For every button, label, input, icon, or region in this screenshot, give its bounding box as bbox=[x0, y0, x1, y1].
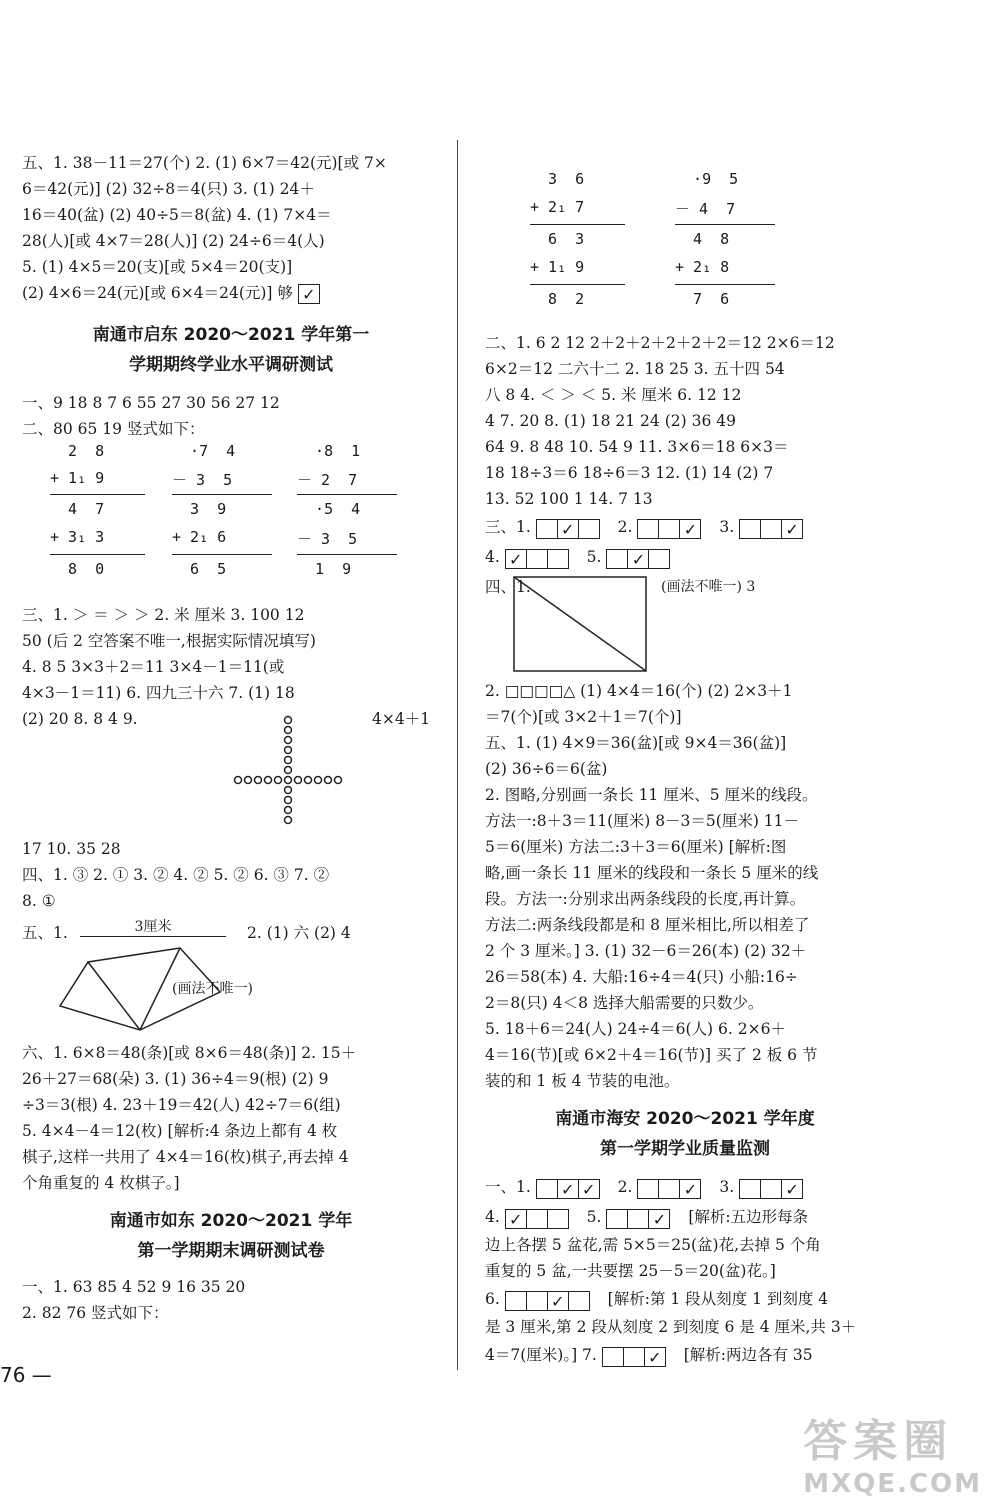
question-label: 5. bbox=[586, 1208, 602, 1226]
checkbox-group bbox=[637, 1173, 700, 1203]
check-box bbox=[505, 1291, 527, 1311]
text-line: 2 个 3 厘米。] 3. (1) 32－6＝26(本) (2) 32＋ bbox=[485, 942, 807, 960]
check-box-checked: ✓ bbox=[547, 1291, 569, 1311]
question-label: 三、1. bbox=[485, 518, 531, 536]
question-label: 3. bbox=[719, 1178, 735, 1196]
cross-figure-area bbox=[22, 706, 440, 836]
pentagon-drawing bbox=[50, 944, 290, 1036]
text-line: 四、1. ③ 2. ① 3. ② 4. ② 5. ② 6. ③ 7. ② bbox=[22, 866, 330, 884]
arith-row: 4 8 bbox=[675, 230, 730, 248]
checkbox-group bbox=[606, 1203, 669, 1233]
check-box bbox=[606, 549, 628, 569]
rectangle-with-diagonal bbox=[513, 576, 649, 674]
text-line: 5＝6(厘米) 方法二:3＋3＝6(厘米) [解析:图 bbox=[485, 838, 787, 856]
arith-row: + 2₁ 7 bbox=[530, 198, 585, 216]
watermark-text: 答案圈 bbox=[803, 1416, 954, 1467]
vertical-arithmetic bbox=[530, 170, 660, 330]
text-line: 6＝42(元)] (2) 32÷8＝4(只) 3. (1) 24＋ bbox=[22, 180, 315, 198]
text-fragment: [解析:五边形每条 bbox=[688, 1208, 809, 1226]
column-divider bbox=[457, 140, 458, 1370]
arith-row: ·9 5 bbox=[675, 170, 739, 188]
checkbox-group bbox=[505, 1285, 589, 1315]
check-box-checked: ✓ bbox=[505, 1209, 527, 1229]
question-label: 一、1. bbox=[485, 1178, 531, 1196]
check-box bbox=[760, 1179, 782, 1199]
check-box bbox=[739, 1179, 761, 1199]
text-line: 16＝40(盆) (2) 40÷5＝8(盆) 4. (1) 7×4＝ bbox=[22, 206, 332, 224]
question-label: 2. bbox=[617, 1178, 633, 1196]
check-box bbox=[648, 549, 670, 569]
text-line: 2. (1) 六 (2) 4 bbox=[247, 924, 351, 942]
section-heading: 南通市海安 2020～2021 学年度 bbox=[555, 1109, 815, 1129]
vertical-arithmetic bbox=[675, 170, 805, 330]
text-line: 略,画一条长 11 厘米的线段和一条长 5 厘米的线 bbox=[485, 864, 819, 882]
vertical-arithmetic bbox=[172, 442, 297, 602]
text-line: 段。方法一:分别求出两条线段的长度,再计算。 bbox=[485, 890, 806, 908]
arith-row: － 2 7 bbox=[297, 471, 358, 489]
arith-row: 3 9 bbox=[172, 500, 227, 518]
watermark-url: MXQE.COM bbox=[803, 1469, 982, 1499]
check-box bbox=[623, 1347, 645, 1367]
arith-rule bbox=[50, 494, 145, 495]
section-heading: 南通市如东 2020～2021 学年 bbox=[109, 1211, 353, 1231]
text-line: 5. 4×4－4＝12(枚) [解析:4 条边上都有 4 枚 bbox=[22, 1122, 338, 1140]
checkbox-answers-row bbox=[485, 1284, 885, 1314]
arith-row: 3 6 bbox=[530, 170, 585, 188]
arith-row: + 1₁ 9 bbox=[50, 469, 105, 487]
text-line: 重复的 5 盆,一共要摆 25－5＝20(盆)花。] bbox=[485, 1262, 776, 1280]
check-box-checked: ✓ bbox=[648, 1209, 670, 1229]
text-line: 方法二:两条线段都是和 8 厘米相比,所以相差了 bbox=[485, 916, 810, 934]
text-line: 50 (后 2 空答案不唯一,根据实际情况填写) bbox=[22, 632, 316, 650]
checkbox-answers-row bbox=[485, 512, 885, 542]
text-line: 二、1. 6 2 12 2＋2＋2＋2＋2＋2＝12 2×6＝12 bbox=[485, 334, 835, 352]
page-number: 76 — bbox=[0, 1363, 52, 1387]
text-line: (2) 36÷6＝6(盆) bbox=[485, 760, 608, 778]
check-box bbox=[637, 1179, 659, 1199]
check-box-checked: ✓ bbox=[578, 1179, 600, 1199]
text-line: 一、1. 63 85 4 52 9 16 35 20 bbox=[22, 1278, 246, 1296]
text-line: ＝7(个)[或 3×2＋1＝7(个)] bbox=[485, 708, 682, 726]
check-box bbox=[658, 519, 680, 539]
text-line: 二、80 65 19 竖式如下： bbox=[22, 420, 205, 438]
text-line: 2. 图略,分别画一条长 11 厘米、5 厘米的线段。 bbox=[485, 786, 818, 804]
checkbox-group bbox=[739, 1173, 802, 1203]
checkbox-group bbox=[505, 1203, 568, 1233]
section-heading: 第一学期学业质量监测 bbox=[600, 1139, 770, 1159]
text-line: 2. □□□□△ (1) 4×4＝16(个) (2) 2×3＋1 bbox=[485, 682, 793, 700]
text-line: 13. 52 100 1 14. 7 13 bbox=[485, 490, 653, 508]
check-box bbox=[536, 1179, 558, 1199]
check-box bbox=[536, 519, 558, 539]
question-label: 4. bbox=[485, 1208, 500, 1226]
text-line: 5. (1) 4×5＝20(支)[或 5×4＝20(支)] bbox=[22, 258, 293, 276]
arith-row: 4 7 bbox=[50, 500, 105, 518]
vertical-arithmetic bbox=[50, 442, 175, 602]
text-fragment: [解析:第 1 段从刻度 1 到刻度 4 bbox=[607, 1290, 829, 1308]
check-box-checked: ✓ bbox=[679, 1179, 701, 1199]
arith-row: + 2₁ 6 bbox=[172, 528, 227, 546]
draw-note: (画法不唯一) bbox=[172, 981, 253, 997]
arith-row: 1 9 bbox=[297, 560, 352, 578]
check-box bbox=[526, 1291, 548, 1311]
arith-rule bbox=[530, 284, 625, 285]
right-column bbox=[485, 150, 885, 1370]
text-line: 2＝8(只) 4＜8 选择大船需要的只数少。 bbox=[485, 994, 764, 1012]
draw-note: (画法不唯一) 3 bbox=[661, 579, 756, 595]
checkbox-answers-row bbox=[485, 1172, 885, 1202]
text-line: 方法一:8＋3＝11(厘米) 8－3＝5(厘米) 11－ bbox=[485, 812, 800, 830]
arith-row: + 2₁ 8 bbox=[675, 258, 730, 276]
arith-rule bbox=[675, 284, 775, 285]
check-box bbox=[627, 1209, 649, 1229]
circle-cross-figure bbox=[232, 714, 362, 834]
checkbox-group bbox=[739, 513, 802, 543]
left-column bbox=[22, 150, 440, 1326]
check-box bbox=[637, 519, 659, 539]
check-box bbox=[526, 549, 548, 569]
vertical-arithmetic-group bbox=[22, 442, 440, 602]
check-box bbox=[578, 519, 600, 539]
arith-rule bbox=[297, 554, 397, 555]
check-box-checked: ✓ bbox=[557, 1179, 579, 1199]
arith-rule bbox=[50, 554, 145, 555]
check-box-checked: ✓ bbox=[557, 519, 579, 539]
arith-rule bbox=[172, 494, 272, 495]
text-line: 4. 8 5 3×3＋2＝11 3×4－1＝11(或 bbox=[22, 658, 285, 676]
checkbox-answers-row bbox=[485, 542, 885, 572]
text-line: 17 10. 35 28 bbox=[22, 840, 121, 858]
check-box bbox=[739, 519, 761, 539]
arith-row: 2 8 bbox=[50, 442, 105, 460]
arith-row: 8 2 bbox=[530, 290, 585, 308]
text-line: 五、1. (1) 4×9＝36(盆)[或 9×4＝36(盆)] bbox=[485, 734, 787, 752]
checkbox-group bbox=[536, 1173, 599, 1203]
text-line: 4 7. 20 8. (1) 18 21 24 (2) 36 49 bbox=[485, 412, 736, 430]
arith-rule bbox=[297, 494, 397, 495]
drawing-answers bbox=[22, 920, 440, 1040]
text-line: (2) 20 8. 8 4 9. bbox=[22, 710, 138, 728]
text-line: 五、1. bbox=[22, 924, 68, 942]
text-line: 六、1. 6×8＝48(条)[或 8×6＝48(条)] 2. 15＋ bbox=[22, 1044, 357, 1062]
checkbox-group bbox=[505, 543, 568, 573]
text-line: 个角重复的 4 枚棋子。] bbox=[22, 1174, 180, 1192]
check-box bbox=[658, 1179, 680, 1199]
check-box-checked: ✓ bbox=[679, 519, 701, 539]
text-line: 5. 18＋6＝24(人) 24÷4＝6(人) 6. 2×6＋ bbox=[485, 1020, 786, 1038]
text-line: ÷3＝3(根) 4. 23＋19＝42(人) 42÷7＝6(组) bbox=[22, 1096, 341, 1114]
checkbox-answers-row bbox=[485, 1202, 885, 1232]
checkbox-group bbox=[536, 513, 599, 543]
rectangle-drawing-answer bbox=[485, 572, 885, 678]
checkbox-group bbox=[606, 543, 669, 573]
arith-row: + 3₁ 3 bbox=[50, 528, 105, 546]
check-box-checked: ✓ bbox=[627, 549, 649, 569]
text-line: 8. ① bbox=[22, 892, 56, 910]
arith-row: 7 6 bbox=[675, 290, 730, 308]
text-line: 五、1. 38－11＝27(个) 2. (1) 6×7＝42(元)[或 7× bbox=[22, 154, 387, 172]
checkbox-group bbox=[637, 513, 700, 543]
text-line: 棋子,这样一共用了 4×4＝16(枚)棋子,再去掉 4 bbox=[22, 1148, 349, 1166]
check-box-checked: ✓ bbox=[781, 519, 803, 539]
question-label: 四、1. bbox=[485, 578, 531, 596]
section-heading: 南通市启东 2020～2021 学年第一 bbox=[92, 325, 370, 345]
check-box bbox=[526, 1209, 548, 1229]
arith-row: ·5 4 bbox=[297, 500, 361, 518]
vertical-arithmetic-group bbox=[485, 150, 885, 330]
text-line: 三、1. ＞ ＝ ＞ ＞ 2. 米 厘米 3. 100 12 bbox=[22, 606, 305, 624]
arith-row: － 3 5 bbox=[172, 471, 233, 489]
text-line: 26＝58(本) 4. 大船:16÷4＝4(只) 小船:16÷ bbox=[485, 968, 798, 986]
text-line: 28(人)[或 4×7＝28(人)] (2) 24÷6＝4(人) bbox=[22, 232, 325, 250]
arith-row: ·8 1 bbox=[297, 442, 361, 460]
check-box bbox=[547, 1209, 569, 1229]
checkbox-group bbox=[602, 1341, 665, 1371]
answer-block-five bbox=[22, 150, 440, 306]
check-box-checked: ✓ bbox=[644, 1347, 666, 1367]
section-heading: 学期期终学业水平调研测试 bbox=[129, 355, 333, 375]
question-label: 2. bbox=[617, 518, 633, 536]
vertical-arithmetic bbox=[297, 442, 422, 602]
arith-row: 6 5 bbox=[172, 560, 227, 578]
check-box-checked: ✓ bbox=[781, 1179, 803, 1199]
check-box-checked: ✓ bbox=[505, 549, 527, 569]
text-line: 18 18÷3＝6 18÷6＝3 12. (1) 14 (2) 7 bbox=[485, 464, 774, 482]
check-box bbox=[547, 549, 569, 569]
arith-row: + 1₁ 9 bbox=[530, 258, 585, 276]
arith-rule bbox=[675, 224, 775, 225]
question-label: 6. bbox=[485, 1290, 500, 1308]
arith-row: － 4 7 bbox=[675, 200, 736, 218]
text-line: 一、9 18 8 7 6 55 27 30 56 27 12 bbox=[22, 394, 280, 412]
check-box-checked: ✓ bbox=[298, 284, 320, 304]
question-label: 4. bbox=[485, 548, 500, 566]
check-box bbox=[602, 1347, 624, 1367]
text-line: 6×2＝12 二六十二 2. 18 25 3. 五十四 54 bbox=[485, 360, 785, 378]
text-line: 64 9. 8 48 10. 54 9 11. 3×6＝18 6×3＝ bbox=[485, 438, 789, 456]
watermark-logo bbox=[803, 1405, 982, 1499]
section-heading: 第一学期期末调研测试卷 bbox=[137, 1241, 325, 1261]
question-label: 5. bbox=[586, 548, 602, 566]
check-box bbox=[568, 1291, 590, 1311]
arith-row: 8 0 bbox=[50, 560, 105, 578]
text-line: 边上各摆 5 盆花,需 5×5＝25(盆)花,去掉 5 个角 bbox=[485, 1236, 821, 1254]
arith-rule bbox=[530, 224, 625, 225]
checkbox-answers-row bbox=[485, 1340, 885, 1370]
arith-row: ·7 4 bbox=[172, 442, 236, 460]
text-line: 4×3－1＝11) 6. 四九三十六 7. (1) 18 bbox=[22, 684, 295, 702]
text-line: 八 8 4. ＜ ＞ ＜ 5. 米 厘米 6. 12 12 bbox=[485, 386, 742, 404]
text-fragment: [解析:两边各有 35 bbox=[683, 1346, 813, 1364]
text-line: 2. 82 76 竖式如下： bbox=[22, 1304, 169, 1322]
line-segment-3cm: 3厘米 bbox=[80, 916, 226, 937]
text-line bbox=[22, 280, 440, 306]
text-line: 是 3 厘米,第 2 段从刻度 2 到刻度 6 是 4 厘米,共 3＋ bbox=[485, 1318, 857, 1336]
text-line: 装的和 1 板 4 节装的电池。 bbox=[485, 1072, 680, 1090]
arith-rule bbox=[172, 554, 272, 555]
q9-answer: 4×4＋1 bbox=[372, 710, 431, 728]
text-line: 4＝16(节)[或 6×2＋4＝16(节)] 买了 2 板 6 节 bbox=[485, 1046, 818, 1064]
check-box bbox=[760, 519, 782, 539]
text-fragment: (2) 4×6＝24(元)[或 6×4＝24(元)] 够 bbox=[22, 284, 293, 302]
text-line: 26＋27＝68(朵) 3. (1) 36÷4＝9(根) (2) 9 bbox=[22, 1070, 329, 1088]
arith-row: － 3 5 bbox=[297, 530, 358, 548]
question-label: 3. bbox=[719, 518, 735, 536]
arith-row: 6 3 bbox=[530, 230, 585, 248]
question-label: 4＝7(厘米)。] 7. bbox=[485, 1346, 597, 1364]
check-box bbox=[606, 1209, 628, 1229]
